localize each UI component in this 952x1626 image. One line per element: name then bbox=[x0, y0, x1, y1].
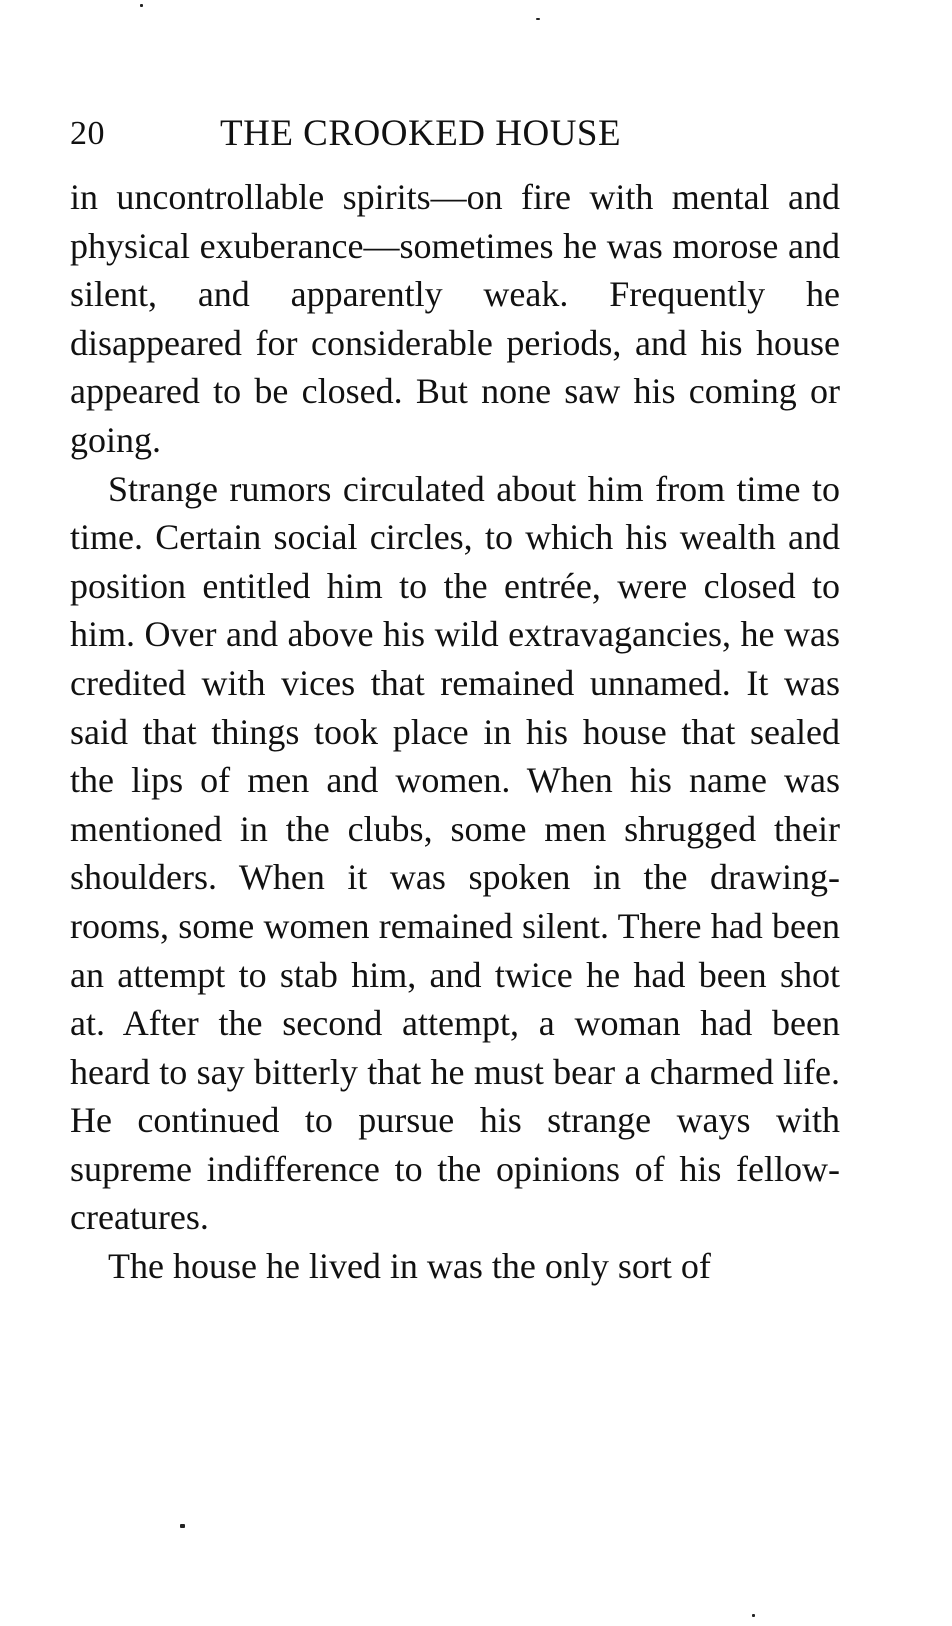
scan-speck bbox=[180, 1524, 185, 1528]
scan-speck bbox=[140, 4, 143, 7]
running-title: THE CROOKED HOUSE bbox=[220, 113, 622, 154]
scan-speck bbox=[536, 18, 540, 20]
body-text bbox=[70, 173, 840, 1291]
paragraph-continued: in uncontrollable spirits—on fire with mental and physical exuberance—sometimes he was morose and silent, and apparently weak. Frequently he disappeared for considerable periods, and his house appeared to be closed. But none saw his coming or going. bbox=[70, 177, 840, 460]
running-head bbox=[70, 104, 850, 164]
scan-speck bbox=[752, 1614, 755, 1617]
paragraph-the-house: The house he lived in was the only sort of bbox=[108, 1246, 711, 1287]
paragraph-strange-rumors: Strange rumors circulated about him from time to time. Certain social circles, to which his wealth and position entitled him to the entrée, were closed to him. Over and above his wild extravagancies, he was credited with vices that remained unnamed. It was said that things took place in his house that sealed the lips of men and women. When his name was mentioned in the clubs, some men shrugged their shoulders. When it was spoken in the drawing-rooms, some women remained silent. There had been an attempt to stab him, and twice he had been shot at. After the second attempt, a woman had been heard to say bitterly that he must bear a charmed life. He continued to pursue his strange ways with supreme indifference to the opinions of his fellow-creatures. bbox=[70, 468, 840, 1238]
page-number: 20 bbox=[70, 115, 105, 152]
